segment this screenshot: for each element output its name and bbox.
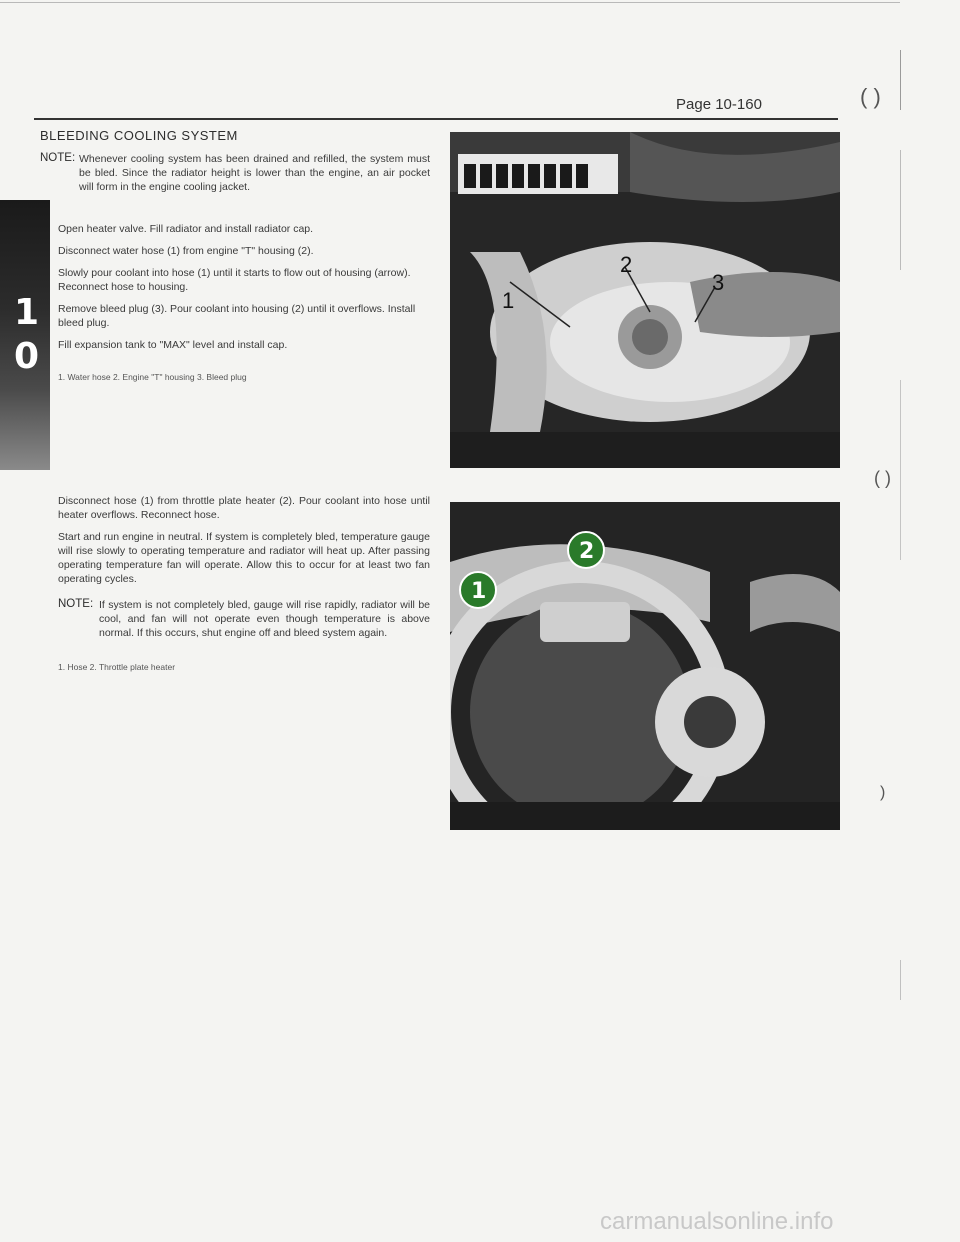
figure-caption: 1. Hose 2. Throttle plate heater: [58, 662, 176, 672]
step-text: Start and run engine in neutral. If system is completely bled, temperature gauge will rise slowly to operating temperature and radiator will heat up. After passing operating temperature fan will operate. Allow this to occur for at least two fan operating cycles.: [58, 531, 430, 585]
step-text: Disconnect hose (1) from throttle plate heater (2). Pour coolant into hose until heater overflows. Reconnect hose.: [58, 495, 430, 521]
step-text: Slowly pour coolant into hose (1) until it starts to flow out of housing (arrow). Reconnect hose to housing.: [58, 267, 411, 293]
step-text: Open heater valve. Fill radiator and install radiator cap.: [58, 223, 314, 235]
note-label: NOTE:: [40, 152, 76, 164]
scan-edge-line: [900, 960, 901, 1000]
figure-caption: 1. Water hose 2. Engine "T" housing 3. Bleed plug: [58, 372, 247, 382]
throttle-plate-heater-photo: [450, 502, 840, 830]
note-text: Whenever cooling system has been drained and refilled, the system must be bled. Since the radiator height is lower than the engine, an air pocket will form in the engine cooling jacket.: [79, 153, 430, 193]
step-text: Remove bleed plug (3). Pour coolant into housing (2) until it overflows. Install bleed plug.: [58, 303, 416, 329]
callout-label-3: 3: [712, 270, 725, 295]
section-title: BLEEDING COOLING SYSTEM: [40, 128, 238, 143]
binder-hole-mark: ): [880, 784, 886, 801]
callout-label-1: 1: [502, 288, 515, 313]
binder-hole-mark: ( ): [874, 468, 891, 488]
watermark: carmanualsonline.info: [600, 1208, 834, 1235]
note-label: NOTE:: [58, 598, 94, 610]
chapter-digit: 1: [14, 292, 40, 333]
chapter-tab: [0, 200, 50, 470]
scan-edge-line: [900, 150, 901, 270]
note-block: [58, 598, 430, 640]
page-number: Page 10-160: [676, 96, 762, 113]
step-text: Fill expansion tank to "MAX" level and install cap.: [58, 339, 288, 351]
callout-label-2: 2: [620, 252, 633, 277]
header-rule: [34, 118, 838, 120]
top-edge-line: [0, 2, 900, 3]
note-text: If system is not completely bled, gauge will rise rapidly, radiator will be cool, and fan will not operate even though temperature is above normal. If this occurs, shut engine off and bleed system again.: [99, 599, 430, 639]
callout-label-2: 2: [579, 539, 595, 564]
binder-hole-mark: ( ): [860, 84, 881, 109]
note-block: [40, 152, 430, 194]
callout-label-1: 1: [471, 579, 487, 604]
engine-t-housing-photo: [450, 132, 840, 468]
scan-edge-line: [900, 380, 901, 560]
step-text: Disconnect water hose (1) from engine "T" housing (2).: [58, 245, 314, 257]
chapter-digit: 0: [14, 336, 40, 377]
scan-edge-line: [900, 50, 901, 110]
